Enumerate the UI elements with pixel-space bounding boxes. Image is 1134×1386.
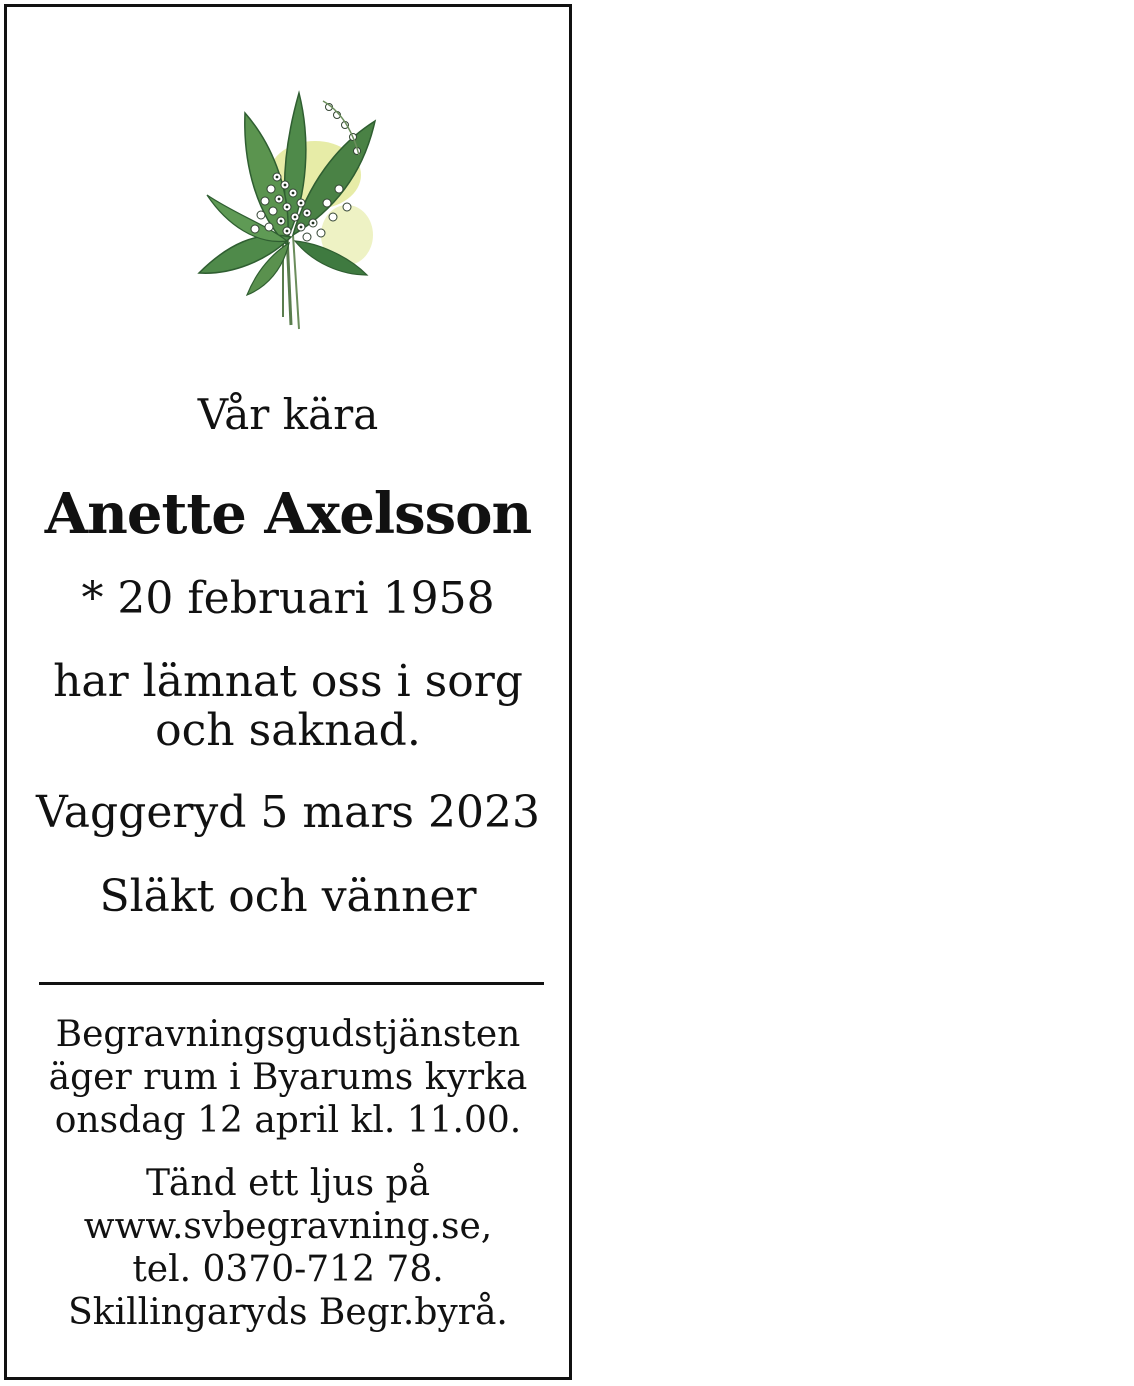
intro-text: Vår kära xyxy=(197,390,379,439)
birth-date: * 20 februari 1958 xyxy=(81,573,495,624)
obituary-notice xyxy=(4,4,572,1380)
message-line-2: och saknad. xyxy=(155,705,421,756)
lily-of-the-valley-icon xyxy=(187,85,407,335)
funeral-line-3: onsdag 12 april kl. 11.00. xyxy=(54,1100,522,1141)
funeral-line-2: äger rum i Byarums kyrka xyxy=(48,1057,528,1098)
deceased-name: Anette Axelsson xyxy=(44,481,532,547)
place-and-date: Vaggeryd 5 mars 2023 xyxy=(36,787,540,838)
divider xyxy=(39,982,544,985)
funeral-home: Skillingaryds Begr.byrå. xyxy=(68,1292,508,1333)
contact-line-1: Tänd ett ljus på xyxy=(145,1163,431,1204)
message-line-1: har lämnat oss i sorg xyxy=(53,656,523,707)
contact-phone: tel. 0370-712 78. xyxy=(132,1249,444,1290)
funeral-line-1: Begravningsgudstjänsten xyxy=(55,1014,521,1055)
contact-website: www.svbegravning.se, xyxy=(83,1206,493,1247)
signature: Släkt och vänner xyxy=(99,871,477,922)
